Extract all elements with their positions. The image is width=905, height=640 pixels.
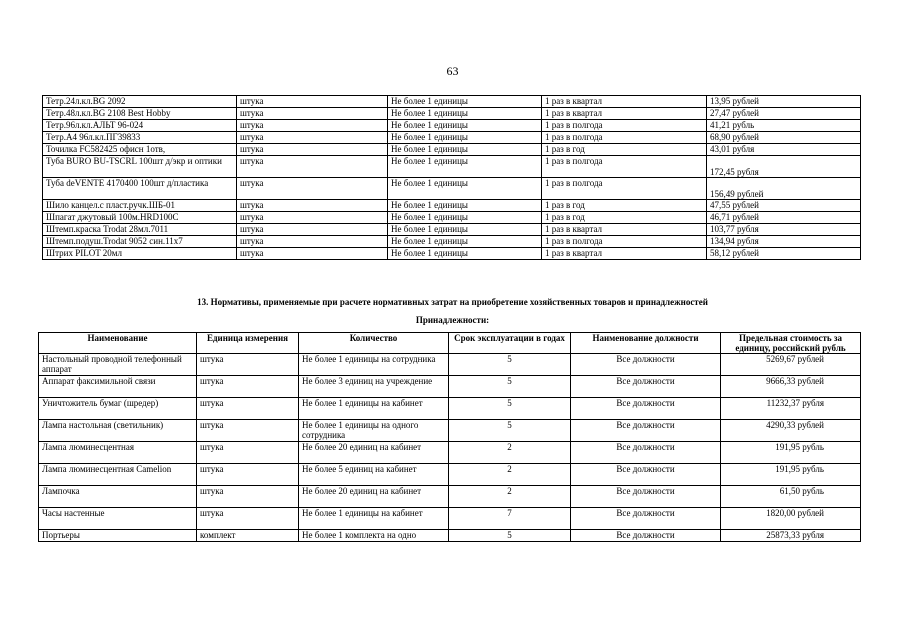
item-unit: штука	[237, 178, 388, 200]
item-name: Тетр.А4 96л.кл.ПГ39833	[43, 132, 237, 144]
item-quantity: Не более 1 единицы	[388, 212, 542, 224]
table-row	[43, 178, 861, 200]
item-unit: штука	[197, 376, 299, 398]
item-name: Лампа настольная (светильник)	[39, 420, 197, 442]
item-price: 58,12 рублей	[707, 248, 861, 260]
item-name: Уничтожитель бумаг (шредер)	[39, 398, 197, 420]
item-frequency: 1 раз в полгода	[542, 178, 707, 200]
item-quantity: Не более 1 комплекта на одно	[299, 530, 449, 542]
item-unit: штука	[197, 420, 299, 442]
item-name: Туба deVENTE 4170400 100шт д/пластика	[43, 178, 237, 200]
item-unit: штука	[237, 144, 388, 156]
table-row	[43, 224, 861, 236]
header-quantity: Количество	[299, 333, 449, 354]
page-number: 63	[446, 64, 459, 78]
item-unit: штука	[237, 96, 388, 108]
item-unit: штука	[237, 236, 388, 248]
table-row	[39, 398, 861, 420]
item-quantity: Не более 1 единицы на кабинет	[299, 508, 449, 530]
item-price: 13,95 рублей	[707, 96, 861, 108]
item-unit: штука	[197, 464, 299, 486]
item-name: Часы настенные	[39, 508, 197, 530]
item-unit: штука	[237, 224, 388, 236]
item-term: 5	[449, 530, 571, 542]
item-term: 5	[449, 398, 571, 420]
item-price: 156,49 рублей	[707, 178, 861, 200]
header-name: Наименование	[39, 333, 197, 354]
item-name: Лампа люминесцентная	[39, 442, 197, 464]
item-frequency: 1 раз в квартал	[542, 248, 707, 260]
item-name: Аппарат факсимильной связи	[39, 376, 197, 398]
table-row	[43, 248, 861, 260]
item-price: 1820,00 рублей	[721, 508, 861, 530]
item-price: 191,95 рубль	[721, 464, 861, 486]
supplies-price-table	[42, 95, 861, 260]
item-quantity: Не более 1 единицы	[388, 156, 542, 178]
item-frequency: 1 раз в полгода	[542, 120, 707, 132]
item-name: Тетр.96л.кл.АЛЬТ 96-024	[43, 120, 237, 132]
item-price: 46,71 рублей	[707, 212, 861, 224]
item-position: Все должности	[571, 354, 721, 376]
item-price: 5269,67 рублей	[721, 354, 861, 376]
item-price: 103,77 рубля	[707, 224, 861, 236]
item-unit: штука	[237, 132, 388, 144]
item-quantity: Не более 20 единиц на кабинет	[299, 486, 449, 508]
table-header-row	[39, 333, 861, 354]
item-quantity: Не более 1 единицы на кабинет	[299, 398, 449, 420]
item-term: 2	[449, 486, 571, 508]
item-name: Туба BURO BU-TSCRL 100шт д/экр и оптики	[43, 156, 237, 178]
item-position: Все должности	[571, 420, 721, 442]
item-price: 191,95 рубль	[721, 442, 861, 464]
item-term: 2	[449, 464, 571, 486]
table-row	[39, 442, 861, 464]
item-name: Точилка FC582425 офисн 1отв,	[43, 144, 237, 156]
item-name: Настольный проводной телефонный аппарат	[39, 354, 197, 376]
subheading: Принадлежности:	[415, 315, 490, 325]
item-quantity: Не более 1 единицы	[388, 108, 542, 120]
item-term: 5	[449, 376, 571, 398]
item-unit: штука	[237, 156, 388, 178]
item-price: 9666,33 рублей	[721, 376, 861, 398]
item-name: Лампа люминесцентная Camelion	[39, 464, 197, 486]
item-price: 43,01 рубля	[707, 144, 861, 156]
item-frequency: 1 раз в год	[542, 212, 707, 224]
item-term: 5	[449, 354, 571, 376]
item-position: Все должности	[571, 508, 721, 530]
item-name: Шпагат джутовый 100м.HRD100C	[43, 212, 237, 224]
table-row	[43, 132, 861, 144]
item-quantity: Не более 1 единицы	[388, 224, 542, 236]
item-position: Все должности	[571, 376, 721, 398]
item-quantity: Не более 1 единицы	[388, 200, 542, 212]
table-row	[43, 144, 861, 156]
item-quantity: Не более 1 единицы	[388, 248, 542, 260]
table-row	[43, 96, 861, 108]
item-price: 47,55 рублей	[707, 200, 861, 212]
table-row	[39, 530, 861, 542]
item-name: Штрих PILOT 20мл	[43, 248, 237, 260]
table-row	[43, 156, 861, 178]
item-term: 7	[449, 508, 571, 530]
item-name: Тетр.24л.кл.BG 2092	[43, 96, 237, 108]
item-quantity: Не более 3 единиц на учреждение	[299, 376, 449, 398]
item-quantity: Не более 5 единиц на кабинет	[299, 464, 449, 486]
accessories-norms-table	[38, 332, 861, 542]
item-term: 2	[449, 442, 571, 464]
item-price: 11232,37 рубля	[721, 398, 861, 420]
section-heading: 13. Нормативы, применяемые при расчете нормативных затрат на приобретение хозяйственных товаров и принадлежностей	[197, 297, 708, 307]
item-name: Штемп.подуш.Trodat 9052 син.11х7	[43, 236, 237, 248]
item-frequency: 1 раз в квартал	[542, 96, 707, 108]
item-frequency: 1 раз в полгода	[542, 132, 707, 144]
item-unit: штука	[197, 486, 299, 508]
item-position: Все должности	[571, 464, 721, 486]
item-name: Штемп.краска Trodat 28мл.7011	[43, 224, 237, 236]
item-name: Тетр.48л.кл.BG 2108 Best Hobby	[43, 108, 237, 120]
item-quantity: Не более 1 единицы	[388, 120, 542, 132]
header-position: Наименование должности	[571, 333, 721, 354]
item-price: 27,47 рублей	[707, 108, 861, 120]
item-price: 25873,33 рубля	[721, 530, 861, 542]
item-unit: штука	[237, 212, 388, 224]
item-unit: штука	[197, 442, 299, 464]
table-row	[43, 236, 861, 248]
item-quantity: Не более 1 единицы	[388, 132, 542, 144]
item-frequency: 1 раз в год	[542, 144, 707, 156]
item-unit: штука	[237, 120, 388, 132]
table-row	[39, 354, 861, 376]
item-frequency: 1 раз в квартал	[542, 224, 707, 236]
item-name: Портьеры	[39, 530, 197, 542]
item-unit: штука	[197, 354, 299, 376]
header-price: Предельная стоимость за единицу, российский рубль	[721, 333, 861, 354]
item-price: 61,50 рубль	[721, 486, 861, 508]
item-unit: штука	[237, 248, 388, 260]
item-unit: штука	[237, 108, 388, 120]
item-frequency: 1 раз в год	[542, 200, 707, 212]
item-position: Все должности	[571, 486, 721, 508]
item-quantity: Не более 1 единицы на сотрудника	[299, 354, 449, 376]
table-row	[43, 212, 861, 224]
item-quantity: Не более 1 единицы	[388, 236, 542, 248]
item-name: Лампочка	[39, 486, 197, 508]
item-quantity: Не более 1 единицы	[388, 178, 542, 200]
item-unit: штука	[197, 398, 299, 420]
table-row	[39, 508, 861, 530]
item-quantity: Не более 1 единицы	[388, 144, 542, 156]
item-quantity: Не более 1 единицы	[388, 96, 542, 108]
table-row	[39, 486, 861, 508]
item-price: 68,90 рублей	[707, 132, 861, 144]
table-row	[43, 108, 861, 120]
table-row	[43, 120, 861, 132]
item-quantity: Не более 20 единиц на кабинет	[299, 442, 449, 464]
item-frequency: 1 раз в полгода	[542, 156, 707, 178]
item-quantity: Не более 1 единицы на одного сотрудника	[299, 420, 449, 442]
item-position: Все должности	[571, 442, 721, 464]
item-unit: штука	[237, 200, 388, 212]
header-unit: Единица измерения	[197, 333, 299, 354]
item-term: 5	[449, 420, 571, 442]
header-term: Срок эксплуатации в годах	[449, 333, 571, 354]
item-position: Все должности	[571, 530, 721, 542]
item-unit: штука	[197, 508, 299, 530]
item-price: 134,94 рубля	[707, 236, 861, 248]
item-frequency: 1 раз в полгода	[542, 236, 707, 248]
table-row	[39, 420, 861, 442]
item-unit: комплект	[197, 530, 299, 542]
item-name: Шило канцел.с пласт.ручк.ШБ-01	[43, 200, 237, 212]
table-row	[39, 376, 861, 398]
item-price: 41,21 рубль	[707, 120, 861, 132]
item-price: 172,45 рубля	[707, 156, 861, 178]
item-frequency: 1 раз в квартал	[542, 108, 707, 120]
table-row	[43, 200, 861, 212]
item-position: Все должности	[571, 398, 721, 420]
item-price: 4290,33 рублей	[721, 420, 861, 442]
table-row	[39, 464, 861, 486]
